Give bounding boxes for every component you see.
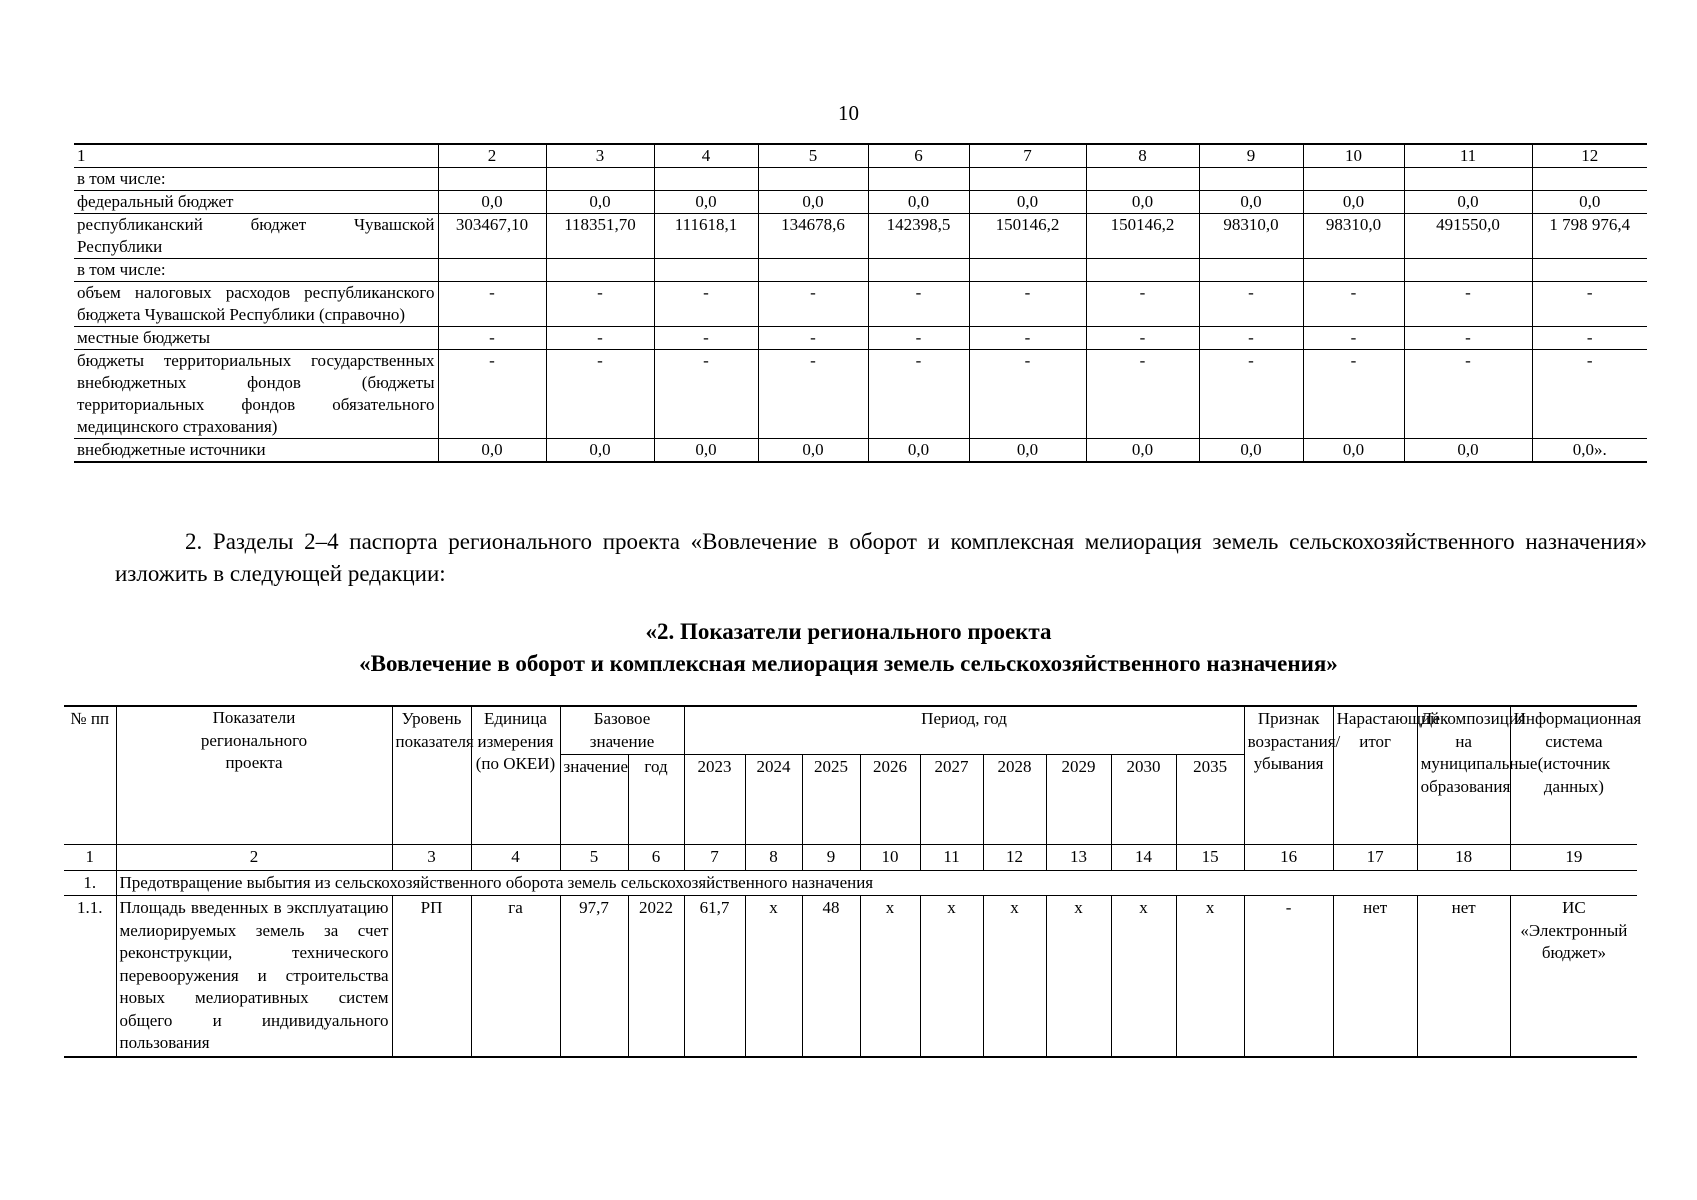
budget-value [868, 168, 969, 191]
indicator-year-value: x [745, 896, 802, 1057]
section-title [0, 616, 1697, 680]
column-number: 12 [983, 845, 1046, 871]
column-number: 18 [1417, 845, 1510, 871]
column-number: 12 [1532, 144, 1647, 168]
column-number: 17 [1333, 845, 1417, 871]
column-number: 4 [654, 144, 758, 168]
budget-value: - [654, 327, 758, 350]
header-source: Информационная система (источник данных) [1510, 706, 1637, 845]
budget-value [1199, 259, 1303, 282]
column-number: 6 [868, 144, 969, 168]
budget-value: 0,0 [969, 439, 1086, 463]
budget-value: - [438, 282, 546, 327]
budget-value: 0,0 [1532, 191, 1647, 214]
budget-value [758, 168, 868, 191]
budget-value [969, 168, 1086, 191]
budget-value: - [1086, 282, 1199, 327]
budget-table [74, 143, 1647, 463]
budget-value [758, 259, 868, 282]
column-number: 5 [758, 144, 868, 168]
budget-value: 0,0 [969, 191, 1086, 214]
indicator-year-value: 61,7 [684, 896, 745, 1057]
budget-value [1303, 259, 1404, 282]
indicator-year-value: x [920, 896, 983, 1057]
indicator-source: ИС «Электронный бюджет» [1510, 896, 1637, 1057]
budget-value: - [546, 327, 654, 350]
budget-value [654, 168, 758, 191]
budget-row [74, 214, 1647, 259]
page-number: 10 [838, 101, 859, 125]
budget-value: - [969, 350, 1086, 439]
budget-value: - [546, 350, 654, 439]
column-number: 10 [1303, 144, 1404, 168]
budget-value: 303467,10 [438, 214, 546, 259]
indicator-base-year: 2022 [628, 896, 684, 1057]
budget-value: 0,0 [438, 191, 546, 214]
header-year: 2026 [860, 755, 920, 845]
indicator-base-value: 97,7 [560, 896, 628, 1057]
header-year: 2028 [983, 755, 1046, 845]
column-number-row [64, 845, 1637, 871]
budget-value: 0,0 [438, 439, 546, 463]
budget-value: 0,0 [868, 191, 969, 214]
indicator-year-value: x [860, 896, 920, 1057]
indicator-year-value: 48 [802, 896, 860, 1057]
indicator-trend: - [1244, 896, 1333, 1057]
column-number: 15 [1176, 845, 1244, 871]
budget-value: 0,0 [546, 439, 654, 463]
header-year: 2024 [745, 755, 802, 845]
budget-value: 0,0 [758, 439, 868, 463]
budget-value: - [1303, 327, 1404, 350]
budget-value: 0,0 [546, 191, 654, 214]
budget-value: - [1086, 327, 1199, 350]
section-num: 1. [64, 870, 116, 896]
budget-value: - [1199, 282, 1303, 327]
budget-value [1404, 168, 1532, 191]
budget-value: - [1532, 327, 1647, 350]
budget-value: - [1086, 350, 1199, 439]
column-number: 14 [1111, 845, 1176, 871]
budget-value: 0,0 [1086, 191, 1199, 214]
budget-value: - [1303, 282, 1404, 327]
column-number: 10 [860, 845, 920, 871]
column-number: 11 [920, 845, 983, 871]
column-number: 2 [116, 845, 392, 871]
budget-value: - [654, 350, 758, 439]
budget-value [1303, 168, 1404, 191]
budget-value [438, 259, 546, 282]
budget-value: 0,0 [1086, 439, 1199, 463]
budget-value: 0,0 [868, 439, 969, 463]
budget-value: - [546, 282, 654, 327]
budget-value: 0,0 [1199, 191, 1303, 214]
budget-value [1199, 168, 1303, 191]
indicator-year-value: x [1111, 896, 1176, 1057]
header-year: 2030 [1111, 755, 1176, 845]
budget-value [546, 168, 654, 191]
section-title-line2: «Вовлечение в оборот и комплексная мелиорация земель сельскохозяйственного назначения» [359, 651, 1338, 676]
budget-value [1086, 259, 1199, 282]
section-name: Предотвращение выбытия из сельскохозяйственного оборота земель сельскохозяйственного назначения [116, 870, 1637, 896]
budget-value [438, 168, 546, 191]
column-number: 7 [684, 845, 745, 871]
budget-value: - [1532, 282, 1647, 327]
budget-value: 98310,0 [1303, 214, 1404, 259]
indicators-table [64, 705, 1642, 1058]
budget-row [74, 259, 1647, 282]
budget-value [969, 259, 1086, 282]
column-number: 7 [969, 144, 1086, 168]
budget-row-label: местные бюджеты [74, 327, 438, 350]
indicator-year-value: x [1176, 896, 1244, 1057]
budget-row [74, 439, 1647, 463]
budget-value: 0,0 [1404, 439, 1532, 463]
header-year: 2027 [920, 755, 983, 845]
section-title-line1: «2. Показатели регионального проекта [645, 619, 1052, 644]
column-number: 11 [1404, 144, 1532, 168]
budget-value [1086, 168, 1199, 191]
column-number: 1 [74, 144, 438, 168]
column-number: 6 [628, 845, 684, 871]
header-decomposition: Декомпозиция на муниципальные образования [1417, 706, 1510, 845]
budget-value: 0,0 [758, 191, 868, 214]
budget-row [74, 191, 1647, 214]
budget-value: - [1199, 327, 1303, 350]
budget-value: 491550,0 [1404, 214, 1532, 259]
budget-value: 150146,2 [1086, 214, 1199, 259]
budget-value: 0,0 [1404, 191, 1532, 214]
budget-value: - [1532, 350, 1647, 439]
budget-value: - [868, 350, 969, 439]
budget-value: 0,0». [1532, 439, 1647, 463]
indicator-decomposition: нет [1417, 896, 1510, 1057]
budget-value: - [868, 327, 969, 350]
budget-value: 134678,6 [758, 214, 868, 259]
column-number: 8 [1086, 144, 1199, 168]
budget-row [74, 168, 1647, 191]
indicator-unit: га [471, 896, 560, 1057]
budget-value: - [758, 327, 868, 350]
header-base-year: год [628, 755, 684, 845]
column-number: 5 [560, 845, 628, 871]
budget-value: - [969, 282, 1086, 327]
header-num: № пп [64, 706, 116, 845]
column-number: 4 [471, 845, 560, 871]
header-base: Базовое значение [560, 706, 684, 755]
budget-row-label: в том числе: [74, 259, 438, 282]
column-number: 9 [1199, 144, 1303, 168]
budget-value: - [1199, 350, 1303, 439]
budget-row-label: в том числе: [74, 168, 438, 191]
budget-value: - [1404, 282, 1532, 327]
header-base-value: значение [560, 755, 628, 845]
header-year: 2025 [802, 755, 860, 845]
budget-row [74, 327, 1647, 350]
budget-row-label: объем налоговых расходов республиканского бюджета Чувашской Республики (справочно) [74, 282, 438, 327]
budget-row-label: внебюджетные источники [74, 439, 438, 463]
budget-row [74, 282, 1647, 327]
amendment-paragraph: 2. Разделы 2–4 паспорта регионального проекта «Вовлечение в оборот и комплексная мелиорация земель сельскохозяйственного назначения» изложить в следующей редакции: [115, 529, 1647, 586]
budget-value: 0,0 [1303, 439, 1404, 463]
budget-value: - [654, 282, 758, 327]
budget-value [1532, 259, 1647, 282]
budget-value: 0,0 [1303, 191, 1404, 214]
header-unit: Единица измерения (по ОКЕИ) [471, 706, 560, 845]
indicator-year-value: x [1046, 896, 1111, 1057]
column-number: 3 [546, 144, 654, 168]
budget-value [546, 259, 654, 282]
header-level: Уровень показателя [392, 706, 471, 845]
column-number: 3 [392, 845, 471, 871]
budget-value: 142398,5 [868, 214, 969, 259]
header-period: Период, год [684, 706, 1244, 755]
column-number: 8 [745, 845, 802, 871]
indicator-row [64, 896, 1637, 1057]
budget-value: - [969, 327, 1086, 350]
column-number: 16 [1244, 845, 1333, 871]
budget-value: 118351,70 [546, 214, 654, 259]
indicator-cumulative: нет [1333, 896, 1417, 1057]
header-trend: Признак возрастания/ убывания [1244, 706, 1333, 845]
column-number: 19 [1510, 845, 1637, 871]
header-indicator: Показатели регионального проекта [116, 706, 392, 845]
budget-value: - [438, 327, 546, 350]
budget-value: 111618,1 [654, 214, 758, 259]
budget-value: - [758, 282, 868, 327]
budget-value [654, 259, 758, 282]
budget-value: - [438, 350, 546, 439]
budget-value: 0,0 [1199, 439, 1303, 463]
budget-value: - [1404, 350, 1532, 439]
budget-row-label: федеральный бюджет [74, 191, 438, 214]
budget-value: 0,0 [654, 439, 758, 463]
budget-value [868, 259, 969, 282]
header-year: 2023 [684, 755, 745, 845]
indicator-name: Площадь введенных в эксплуатацию мелиорируемых земель за счет реконструкции, технического перевооружения и строительства новых мелиоративных систем общего и индивидуального пользования [116, 896, 392, 1057]
budget-row [74, 350, 1647, 439]
budget-value [1404, 259, 1532, 282]
budget-value: 1 798 976,4 [1532, 214, 1647, 259]
column-number-row [74, 144, 1647, 168]
budget-value: - [1404, 327, 1532, 350]
budget-value: 150146,2 [969, 214, 1086, 259]
budget-value: 0,0 [654, 191, 758, 214]
budget-value: - [758, 350, 868, 439]
header-cumulative: Нарастающий итог [1333, 706, 1417, 845]
budget-row-label: республиканский бюджет Чувашской Республики [74, 214, 438, 259]
budget-value: 98310,0 [1199, 214, 1303, 259]
budget-value: - [1303, 350, 1404, 439]
indicator-num: 1.1. [64, 896, 116, 1057]
budget-value: - [868, 282, 969, 327]
column-number: 2 [438, 144, 546, 168]
column-number: 1 [64, 845, 116, 871]
indicator-year-value: x [983, 896, 1046, 1057]
section-row [64, 870, 1637, 896]
budget-value [1532, 168, 1647, 191]
header-year: 2035 [1176, 755, 1244, 845]
budget-row-label: бюджеты территориальных государственных внебюджетных фондов (бюджеты территориальных фондов обязательного медицинского страхования) [74, 350, 438, 439]
column-number: 13 [1046, 845, 1111, 871]
header-year: 2029 [1046, 755, 1111, 845]
column-number: 9 [802, 845, 860, 871]
indicator-level: РП [392, 896, 471, 1057]
